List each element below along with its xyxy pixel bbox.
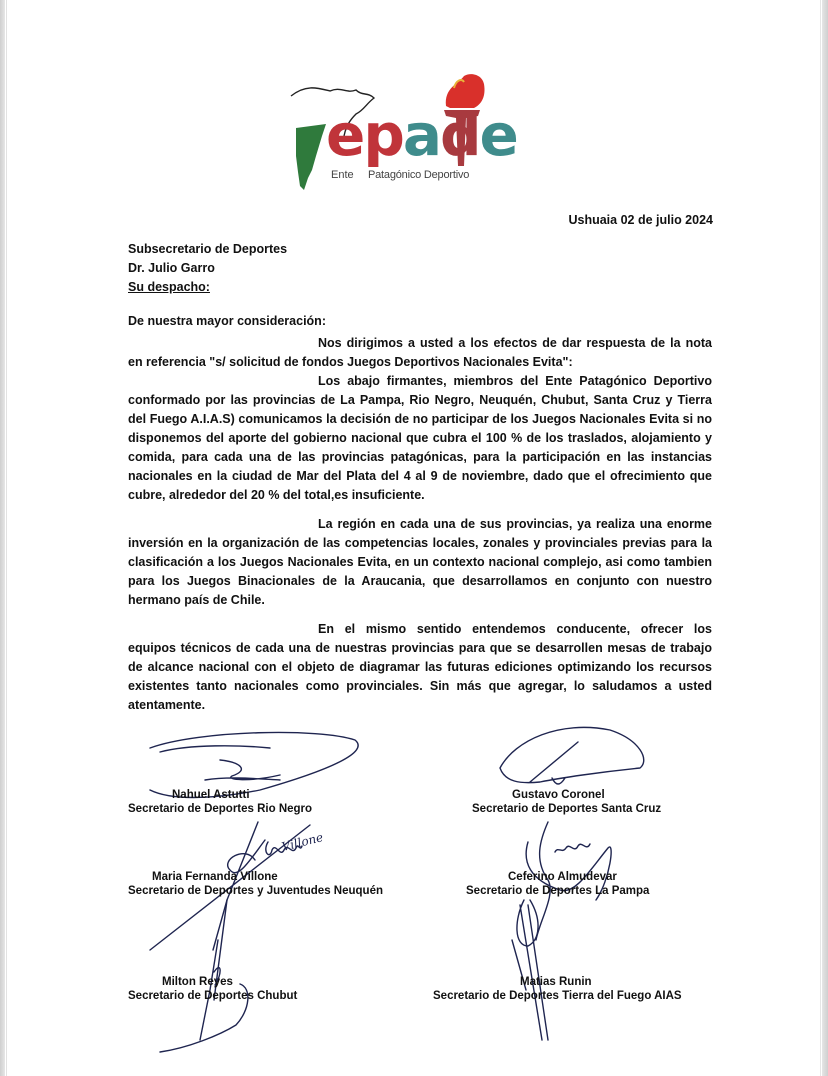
signatory-role-astutti: Secretario de Deportes Rio Negro <box>128 803 313 815</box>
page-edge-left-line <box>6 0 7 1076</box>
page-edge-left <box>0 0 5 1076</box>
recipient-title: Subsecretario de Deportes <box>128 242 288 256</box>
signatory-role-reyes: Secretario de Deportes Chubut <box>128 990 298 1002</box>
logo-subtitle-ente: Ente <box>331 169 354 181</box>
body-line: para los Juegos Binacionales de la Araucania, que desarrollamos en conjunto con nuestro <box>128 574 712 588</box>
signatory-role-almudevar: Secretario de Deportes La Pampa <box>466 885 650 897</box>
signatory-role-coronel: Secretario de Deportes Santa Cruz <box>472 803 662 815</box>
page-edge-right-line <box>820 0 821 1076</box>
signature-villone-text: Villone <box>280 830 325 854</box>
body-line: inversión en la organización de las competencias locales, zonales y provinciales previas para la <box>128 536 712 550</box>
epade-logo <box>286 66 517 196</box>
salutation: De nuestra mayor consideración: <box>128 314 326 328</box>
body-line: equipos técnicos de cada una de nuestras provincias para que se desarrollen mesas de trabajo <box>128 641 712 655</box>
body-line: existentes tanto nacionales como provinciales. Sin más que agregar, lo saludamos a usted <box>128 679 712 693</box>
signatory-name-villone: Maria Fernanda Villone <box>152 871 278 883</box>
body-line: comida, para cada una de las provincias patagónicas, para la participación en las instancias <box>128 450 712 464</box>
signatory-name-runin: Matias Runin <box>520 976 592 988</box>
body-line: En el mismo sentido entendemos conducente, ofrecer los <box>318 622 712 636</box>
body-line: nacionales en la ciudad de Mar del Plata del 4 al 9 de noviembre, dado que el ofrecimiento que <box>128 469 712 483</box>
signatory-name-almudevar: Ceferino Almudevar <box>508 871 617 883</box>
signatory-name-reyes: Milton Reyes <box>162 976 233 988</box>
signature-runin <box>512 900 548 1040</box>
recipient-despacho: Su despacho: <box>128 280 210 294</box>
body-line: cubre, alrededor del 20 % del total,es insuficiente. <box>128 488 425 502</box>
body-line: hermano país de Chile. <box>128 593 265 607</box>
body-line: de alcance nacional con el objeto de diagramar las futuras ediciones optimizando los recursos <box>128 660 712 674</box>
signatory-role-villone: Secretario de Deportes y Juventudes Neuquén <box>128 885 383 897</box>
signatory-name-coronel: Gustavo Coronel <box>512 789 605 801</box>
letter-date: Ushuaia 02 de julio 2024 <box>568 213 713 227</box>
body-line: en referencia "s/ solicitud de fondos Juegos Deportivos Nacionales Evita": <box>128 355 573 369</box>
body-line: clasificación a los Juegos Nacionales Evita, en un contexto nacional complejo, asi como tambien <box>128 555 712 569</box>
body-line: disponemos del aporte del gobierno nacional que cubra el 100 % de los traslados, alojamiento y <box>128 431 712 445</box>
body-line: La región en cada una de sus provincias, ya realiza una enorme <box>318 517 712 531</box>
signatory-name-astutti: Nahuel Astutti <box>172 789 250 801</box>
body-line: del Fuego A.I.A.S) comunicamos la decisión de no participar de los Juegos Nacionales Evita si no <box>128 412 712 426</box>
patagonia-map-icon <box>296 124 326 190</box>
signatory-role-runin: Secretario de Deportes Tierra del Fuego AIAS <box>433 990 682 1002</box>
body-line: Los abajo firmantes, miembros del Ente Patagónico Deportivo <box>318 374 712 388</box>
logo-wordmark: epade <box>326 101 517 169</box>
signature-coronel <box>500 727 644 784</box>
page-edge-right <box>822 0 828 1076</box>
logo-subtitle-patagonico: Patagónico Deportivo <box>368 169 470 181</box>
recipient-name: Dr. Julio Garro <box>128 261 215 275</box>
body-line: atentamente. <box>128 698 206 712</box>
body-line: conformado por las provincias de La Pampa, Rio Negro, Neuquén, Chubut, Santa Cruz y Tierra <box>128 393 712 407</box>
body-line: Nos dirigimos a usted a los efectos de dar respuesta de la nota <box>318 336 712 350</box>
